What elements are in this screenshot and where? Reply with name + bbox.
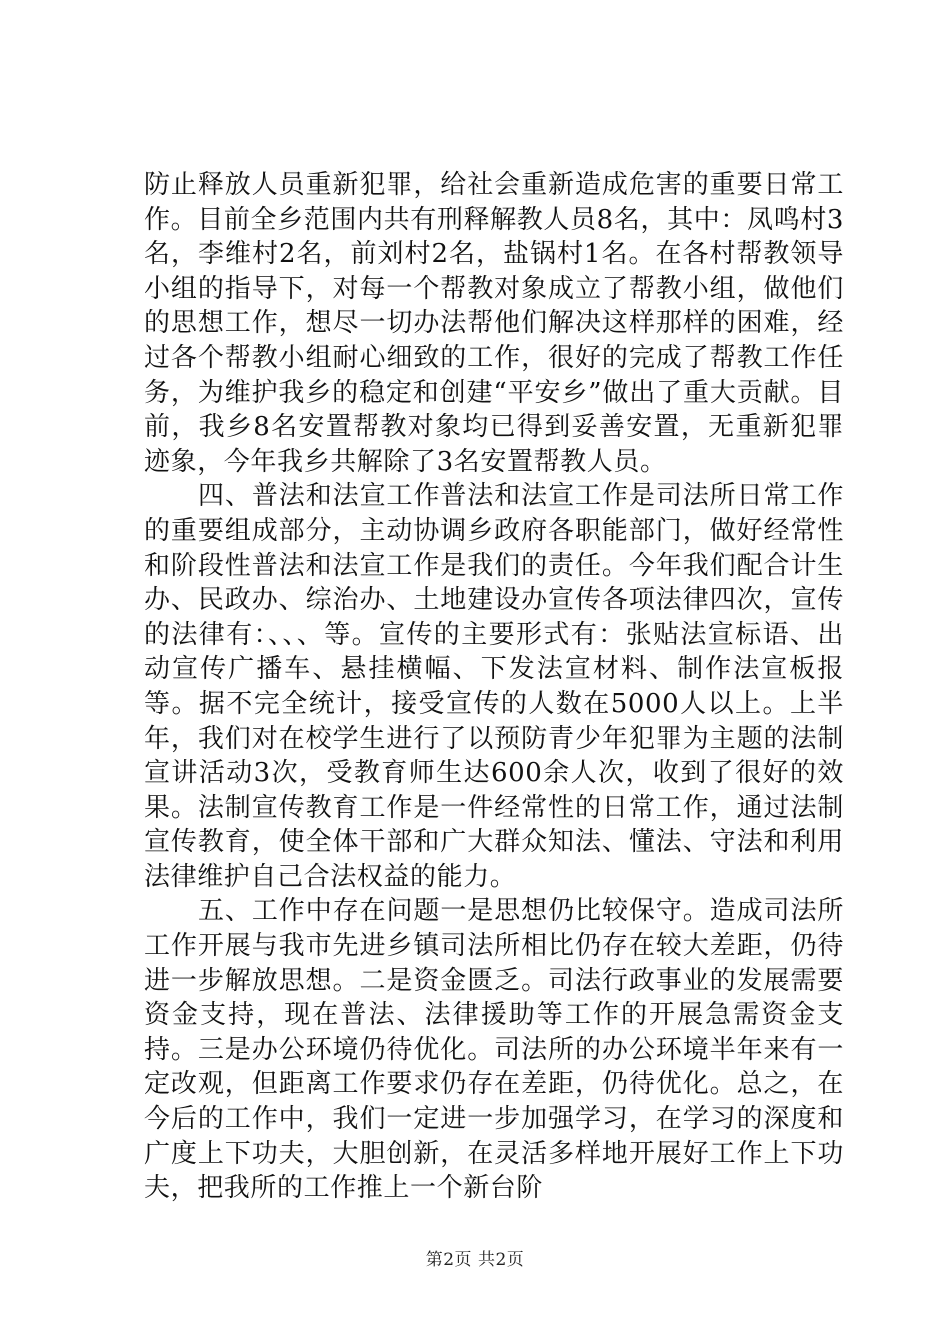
paragraph-legal-publicity: 四、普法和法宣工作普法和法宣工作是司法所日常工作的重要组成部分，主动协调乡政府各职能部门，做好经常性和阶段性普法和法宣工作是我们的责任。今年我们配合计生办、民政办、综治办、土地建设办宣传各项法律四次，宣传的法律有：、、、等。宣传的主要形式有：张贴法宣标语、出动宣传广播车、悬挂横幅、下发法宣材料、制作法宣板报等。据不完全统计，接受宣传的人数在5000人以上。上半年，我们对在校学生进行了以预防青少年犯罪为主题的法制宣讲活动3次，受教育师生达600余人次，收到了很好的效果。法制宣传教育工作是一件经常性的日常工作，通过法制宣传教育，使全体干部和广大群众知法、懂法、守法和利用法律维护自己合法权益的能力。 (144, 481, 844, 892)
paragraph-resettlement: 防止释放人员重新犯罪，给社会重新造成危害的重要日常工作。目前全乡范围内共有刑释解教人员8名，其中：凤鸣村3名，李维村2名，前刘村2名，盐锅村1名。在各村帮教领导小组的指导下，对每一个帮教对象成立了帮教小组，做他们的思想工作，想尽一切办法帮他们解决这样那样的困难，经过各个帮教小组耐心细致的工作，很好的完成了帮教工作任务，为维护我乡的稳定和创建“平安乡”做出了重大贡献。目前，我乡8名安置帮教对象均已得到妥善安置，无重新犯罪迹象，今年我乡共解除了3名安置帮教人员。 (144, 170, 844, 477)
page-number-footer: 第2页 共2页 (425, 1250, 525, 1270)
document-body (144, 168, 844, 1206)
paragraph-existing-problems: 五、工作中存在问题一是思想仍比较保守。造成司法所工作开展与我市先进乡镇司法所相比仍存在较大差距，仍待进一步解放思想。二是资金匮乏。司法行政事业的发展需要资金支持，现在普法、法律援助等工作的开展急需资金支持。三是办公环境仍待优化。司法所的办公环境半年来有一定改观，但距离工作要求仍存在差距，仍待优化。总之，在今后的工作中，我们一定进一步加强学习，在学习的深度和广度上下功夫，大胆创新，在灵活多样地开展好工作上下功夫，把我所的工作推上一个新台阶 (144, 896, 844, 1204)
